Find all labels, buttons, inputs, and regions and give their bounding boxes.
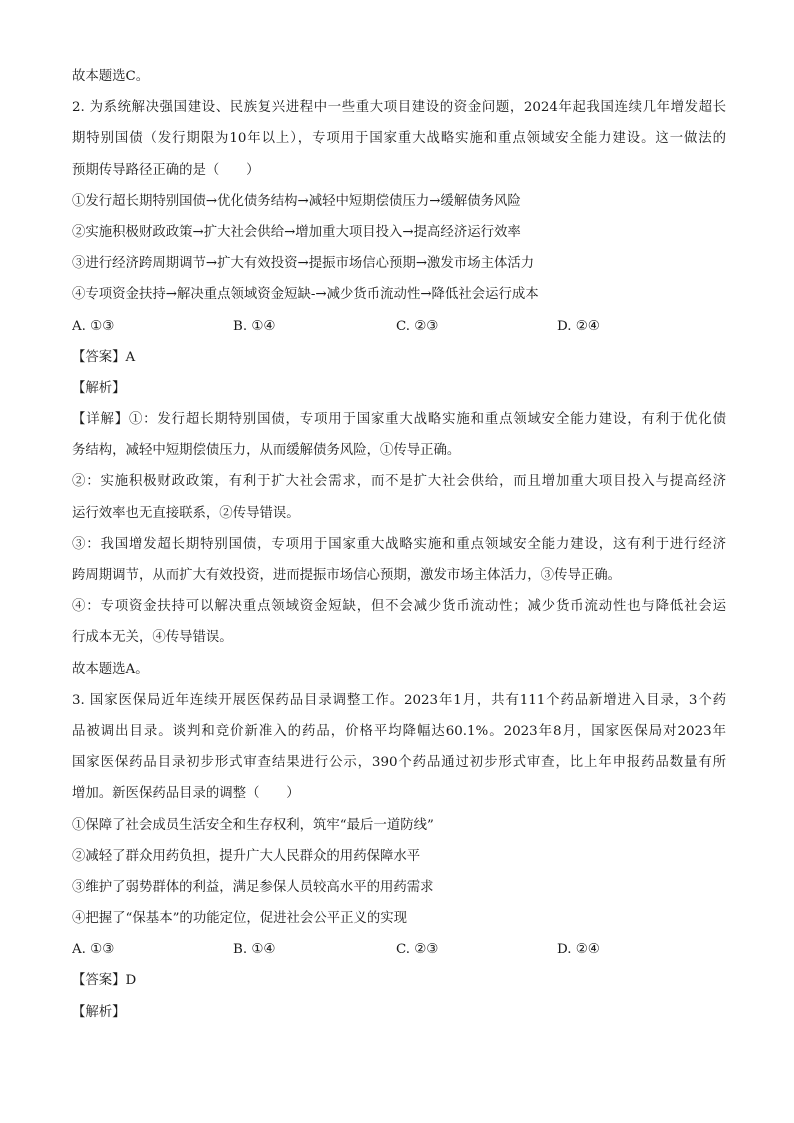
question-3-stem-cont-2: 国家医保药品目录初步形式审查结果进行公示，390个药品通过初步形式审查，比上年申报药品数量有所: [72, 755, 726, 771]
q3-options: [72, 934, 726, 965]
q3-statement-2: ②减轻了群众用药负担，提升广大人民群众的用药保障水平: [72, 848, 421, 864]
q2-option-d: D. ②④: [557, 318, 600, 334]
q2-detail-1: 【详解】①：发行超长期特别国债，专项用于国家重大战略实施和重点领域安全能力建设，有利于优化债: [72, 412, 726, 428]
q3-option-a: A. ①③: [72, 942, 115, 958]
conclusion-q1: 故本题选C。: [72, 69, 150, 84]
q2-statement-1: ①发行超长期特别国债→优化债务结构→减轻中短期偿债压力→缓解债务风险: [72, 193, 521, 209]
q3-answer: 【答案】D: [72, 973, 137, 989]
q3-option-b: B. ①④: [233, 942, 276, 958]
q2-detail-4: ④：专项资金扶持可以解决重点领域资金短缺，但不会减少货币流动性；减少货币流动性也与降低社会运: [72, 599, 726, 615]
document-body: [72, 61, 726, 1028]
q3-option-c: C. ②③: [396, 942, 439, 958]
q2-detail-1-cont: 务结构，减轻中短期偿债压力，从而缓解债务风险，①传导正确。: [72, 443, 461, 459]
q3-option-d: D. ②④: [557, 942, 600, 958]
question-2-stem-cont: 期特别国债（发行期限为10年以上），专项用于国家重大战略实施和重点领域安全能力建设。这一做法的: [72, 131, 726, 147]
q2-statement-4: ④专项资金扶持→解决重点领域资金短缺-→减少货币流动性→降低社会运行成本: [72, 287, 539, 303]
question-2-stem: 2. 为系统解决强国建设、民族复兴进程中一些重大项目建设的资金问题，2024年起我国连续几年增发超长: [72, 100, 726, 116]
q2-statement-2: ②实施积极财政政策→扩大社会供给→增加重大项目投入→提高经济运行效率: [72, 224, 521, 240]
question-3-stem-cont-1: 品被调出目录。谈判和竞价新准入的药品，价格平均降幅达60.1%。2023年8月，国家医保局对2023年: [72, 723, 726, 739]
question-2-stem-end: 预期传导路径正确的是（ ）: [72, 162, 260, 178]
q2-option-a: A. ①③: [72, 318, 115, 334]
q3-statement-4: ④把握了“保基本”的功能定位，促进社会公平正义的实现: [72, 911, 408, 927]
q2-answer: 【答案】A: [72, 349, 136, 365]
question-3-stem: 3. 国家医保局近年连续开展医保药品目录调整工作。2023年1月，共有111个药品新增进入目录，3个药: [72, 692, 726, 708]
q2-detail-2: ②：实施积极财政政策，有利于扩大社会需求，而不是扩大社会供给，而且增加重大项目投入与提高经济: [72, 474, 726, 490]
q2-statement-3: ③进行经济跨周期调节→扩大有效投资→提振市场信心预期→激发市场主体活力: [72, 256, 535, 272]
q2-detail-3-cont: 跨周期调节，从而扩大有效投资，进而提振市场信心预期，激发市场主体活力，③传导正确。: [72, 568, 622, 583]
conclusion-q2: 故本题选A。: [72, 661, 149, 677]
q2-detail-4-cont: 行成本无关，④传导错误。: [72, 630, 233, 646]
q2-options: [72, 311, 726, 342]
q2-option-c: C. ②③: [396, 318, 439, 334]
q2-option-b: B. ①④: [233, 318, 276, 334]
q3-analysis-heading: 【解析】: [72, 1004, 126, 1020]
q2-detail-2-cont: 运行效率也无直接联系，②传导错误。: [72, 505, 300, 521]
question-3-stem-end: 增加。新医保药品目录的调整（ ）: [72, 786, 300, 802]
q3-statement-3: ③维护了弱势群体的利益，满足参保人员较高水平的用药需求: [72, 879, 434, 895]
q2-detail-3: ③：我国增发超长期特别国债，专项用于国家重大战略实施和重点领域安全能力建设，这有利于进行经济: [72, 536, 726, 552]
q3-statement-1: ①保障了社会成员生活安全和生存权利，筑牢“最后一道防线”: [72, 817, 434, 833]
q2-analysis-heading: 【解析】: [72, 380, 126, 396]
